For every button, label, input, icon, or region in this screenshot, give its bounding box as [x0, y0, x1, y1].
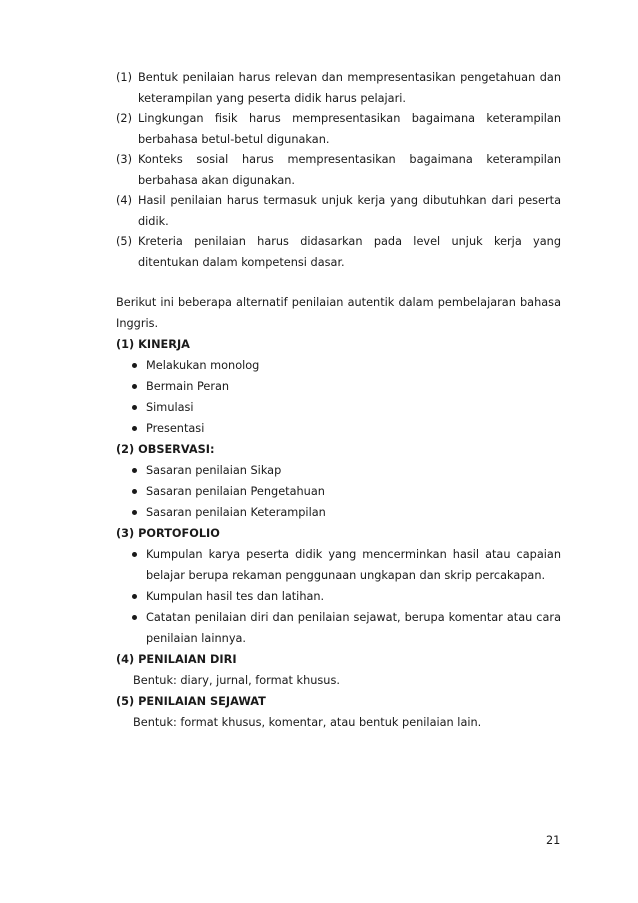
- item-number: (4): [116, 194, 133, 207]
- bullet-list-observasi: [116, 460, 561, 523]
- numbered-list: [116, 68, 561, 273]
- item-text: Konteks sosial harus mempresentasikan bagaimana keterampilan berbahasa akan digunakan.: [138, 153, 561, 187]
- item-text: Kreteria penilaian harus didasarkan pada level unjuk kerja yang ditentukan dalam kompetensi dasar.: [138, 235, 561, 269]
- bullet-item: [116, 544, 561, 586]
- item-number: (3): [116, 153, 133, 166]
- penilaian-sejawat-text: Bentuk: format khusus, komentar, atau bentuk penilaian lain.: [133, 716, 482, 729]
- item-number: (2): [116, 112, 133, 125]
- item-number: (1): [116, 71, 133, 84]
- item-number: (5): [116, 235, 133, 248]
- bullet-text: Simulasi: [146, 401, 194, 414]
- bullet-icon: [132, 363, 137, 368]
- bullet-text: Sasaran penilaian Keterampilan: [146, 506, 326, 519]
- penilaian-diri-text: Bentuk: diary, jurnal, format khusus.: [133, 674, 340, 687]
- bullet-list-kinerja: [116, 355, 561, 439]
- item-text: Hasil penilaian harus termasuk unjuk kerja yang dibutuhkan dari peserta didik.: [138, 194, 561, 228]
- section-heading-penilaian-diri: (4) PENILAIAN DIRI: [116, 653, 237, 666]
- numbered-item: [116, 150, 561, 191]
- intro-paragraph: Berikut ini beberapa alternatif penilaian autentik dalam pembelajaran bahasa Inggris.: [116, 296, 561, 330]
- numbered-item: [116, 109, 561, 150]
- bullet-icon: [132, 615, 137, 620]
- bullet-icon: [132, 594, 137, 599]
- bullet-icon: [132, 405, 137, 410]
- section-heading-penilaian-sejawat: (5) PENILAIAN SEJAWAT: [116, 695, 266, 708]
- bullet-text: Presentasi: [146, 422, 205, 435]
- page-number: 21: [546, 834, 561, 847]
- bullet-text: Kumpulan hasil tes dan latihan.: [146, 590, 325, 603]
- bullet-item: [116, 460, 561, 481]
- bullet-text: Kumpulan karya peserta didik yang mencerminkan hasil atau capaian belajar berupa rekaman penggunaan ungkapan dan skrip percakapan.: [146, 548, 561, 582]
- bullet-text: Bermain Peran: [146, 380, 230, 393]
- bullet-text: Sasaran penilaian Sikap: [146, 464, 282, 477]
- bullet-item: [116, 481, 561, 502]
- bullet-item: [116, 502, 561, 523]
- bullet-item: [116, 418, 561, 439]
- bullet-text: Melakukan monolog: [146, 359, 260, 372]
- bullet-icon: [132, 468, 137, 473]
- bullet-icon: [132, 384, 137, 389]
- bullet-item: [116, 397, 561, 418]
- bullet-item: [116, 376, 561, 397]
- bullet-list-portofolio: [116, 544, 561, 649]
- bullet-item: [116, 607, 561, 649]
- bullet-icon: [132, 489, 137, 494]
- section-heading-portofolio: (3) PORTOFOLIO: [116, 527, 220, 540]
- page-content: [116, 68, 561, 733]
- bullet-item: [116, 355, 561, 376]
- bullet-icon: [132, 510, 137, 515]
- numbered-item: [116, 232, 561, 273]
- bullet-text: Catatan penilaian diri dan penilaian sejawat, berupa komentar atau cara penilaian lainnya.: [146, 611, 561, 645]
- section-heading-kinerja: (1) KINERJA: [116, 338, 190, 351]
- bullet-icon: [132, 426, 137, 431]
- bullet-item: [116, 586, 561, 607]
- bullet-text: Sasaran penilaian Pengetahuan: [146, 485, 325, 498]
- numbered-item: [116, 191, 561, 232]
- bullet-icon: [132, 552, 137, 557]
- item-text: Bentuk penilaian harus relevan dan mempresentasikan pengetahuan dan keterampilan yang peserta didik harus pelajari.: [138, 71, 561, 105]
- item-text: Lingkungan fisik harus mempresentasikan bagaimana keterampilan berbahasa betul-betul digunakan.: [138, 112, 561, 146]
- numbered-item: [116, 68, 561, 109]
- section-heading-observasi: (2) OBSERVASI:: [116, 443, 215, 456]
